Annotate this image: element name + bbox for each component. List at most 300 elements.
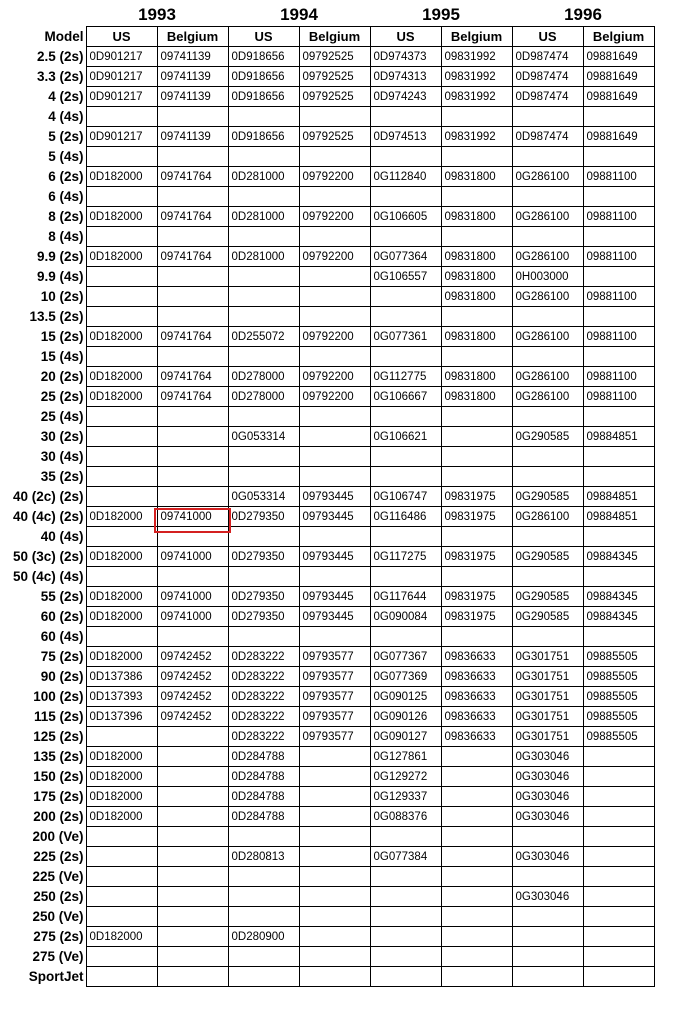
part-number-cell: [157, 407, 228, 427]
part-number-cell: [86, 527, 157, 547]
model-label: 60 (2s): [40, 609, 84, 624]
part-number-cell: [583, 147, 654, 167]
part-number-cell: 0D280900: [228, 927, 299, 947]
part-number-cell: [157, 147, 228, 167]
part-number-cell: 0D281000: [228, 207, 299, 227]
model-label: 30 (2s): [40, 429, 84, 444]
part-number-cell: [228, 287, 299, 307]
part-number-cell: 09885505: [583, 687, 654, 707]
part-number-cell: [86, 967, 157, 987]
part-number-cell: [441, 967, 512, 987]
part-number-cell: 0D137386: [86, 667, 157, 687]
part-number-cell: 0D182000: [86, 167, 157, 187]
part-number-cell: [441, 867, 512, 887]
part-number-cell: 0G301751: [512, 687, 583, 707]
part-number-cell: [299, 407, 370, 427]
part-number-cell: [583, 867, 654, 887]
part-number-cell: 09831800: [441, 267, 512, 287]
part-number-cell: [512, 567, 583, 587]
part-number-cell: 09793577: [299, 707, 370, 727]
part-number-cell: [157, 747, 228, 767]
part-number-cell: [228, 967, 299, 987]
part-number-cell: 0D182000: [86, 787, 157, 807]
part-number-cell: [441, 767, 512, 787]
table-row: [0, 767, 654, 787]
part-number-cell: [441, 807, 512, 827]
table-row: [0, 47, 654, 67]
part-number-cell: [299, 467, 370, 487]
part-number-cell: 09741000: [157, 607, 228, 627]
part-number-cell: [157, 107, 228, 127]
part-number-cell: [86, 487, 157, 507]
part-number-cell: 09831800: [441, 247, 512, 267]
table-row: [0, 927, 654, 947]
part-number-cell: [583, 107, 654, 127]
part-number-cell: 0G286100: [512, 287, 583, 307]
part-number-cell: [583, 527, 654, 547]
part-number-cell: 09881649: [583, 87, 654, 107]
part-number-cell: [583, 187, 654, 207]
part-number-cell: 09884345: [583, 607, 654, 627]
part-number-cell: 09881100: [583, 207, 654, 227]
part-number-cell: [583, 807, 654, 827]
part-number-cell: [512, 147, 583, 167]
part-number-cell: 0G286100: [512, 367, 583, 387]
part-number-cell: [86, 627, 157, 647]
model-label: 275 (2s): [33, 929, 84, 944]
part-number-cell: 09881100: [583, 287, 654, 307]
table-row: [0, 427, 654, 447]
part-number-cell: 0G088376: [370, 807, 441, 827]
part-number-cell: [583, 467, 654, 487]
part-number-cell: 0G106747: [370, 487, 441, 507]
table-row: [0, 807, 654, 827]
part-number-cell: 0G129272: [370, 767, 441, 787]
part-number-cell: 09741764: [157, 327, 228, 347]
table-row: [0, 487, 654, 507]
part-number-cell: [583, 887, 654, 907]
part-number-cell: 09792525: [299, 67, 370, 87]
part-number-cell: 09831800: [441, 367, 512, 387]
table-row: [0, 227, 654, 247]
model-label: 25 (4s): [40, 409, 84, 424]
part-number-cell: [370, 967, 441, 987]
part-number-cell: [86, 307, 157, 327]
model-label: 200 (2s): [33, 809, 84, 824]
part-number-cell: 0G053314: [228, 487, 299, 507]
model-label: 90 (2s): [40, 669, 84, 684]
part-number-cell: 09792525: [299, 127, 370, 147]
model-label: 115 (2s): [33, 709, 84, 724]
table-row: [0, 287, 654, 307]
model-label: 175 (2s): [33, 789, 84, 804]
part-number-cell: 09793445: [299, 607, 370, 627]
part-number-cell: [512, 467, 583, 487]
part-number-cell: 0G290585: [512, 587, 583, 607]
year-heading: 1996: [564, 5, 602, 24]
table-row: [0, 327, 654, 347]
part-number-cell: 09836633: [441, 707, 512, 727]
part-number-cell: 0D974313: [370, 67, 441, 87]
part-number-cell: 0D182000: [86, 507, 157, 527]
part-number-cell: [228, 947, 299, 967]
part-number-cell: [157, 227, 228, 247]
model-label: 6 (4s): [48, 189, 84, 204]
table-row: [0, 847, 654, 867]
part-number-cell: [86, 347, 157, 367]
part-number-cell: [86, 727, 157, 747]
part-number-cell: 0D278000: [228, 367, 299, 387]
part-number-cell: [512, 527, 583, 547]
part-number-cell: [299, 227, 370, 247]
part-number-cell: [441, 887, 512, 907]
part-number-cell: 09884851: [583, 487, 654, 507]
part-number-cell: 09741139: [157, 67, 228, 87]
part-number-cell: [157, 627, 228, 647]
part-number-cell: [441, 927, 512, 947]
part-number-cell: [299, 447, 370, 467]
table-row: [0, 107, 654, 127]
part-number-cell: 0G106557: [370, 267, 441, 287]
part-number-cell: 0G290585: [512, 607, 583, 627]
part-number-cell: 09881100: [583, 387, 654, 407]
part-number-cell: [441, 427, 512, 447]
part-number-cell: 09793577: [299, 727, 370, 747]
part-number-cell: [583, 347, 654, 367]
table-row: [0, 567, 654, 587]
part-number-cell: 09881649: [583, 47, 654, 67]
part-number-cell: [441, 467, 512, 487]
table-row: [0, 467, 654, 487]
table-row: [0, 267, 654, 287]
part-number-cell: [583, 967, 654, 987]
part-number-cell: [86, 447, 157, 467]
part-number-cell: 09831992: [441, 67, 512, 87]
part-number-cell: 09741764: [157, 367, 228, 387]
part-number-cell: 0G127861: [370, 747, 441, 767]
part-number-cell: [299, 567, 370, 587]
part-number-cell: [370, 467, 441, 487]
part-number-cell: [299, 627, 370, 647]
part-number-cell: [228, 267, 299, 287]
part-number-cell: 0G112775: [370, 367, 441, 387]
part-number-cell: 0D987474: [512, 47, 583, 67]
part-number-cell: [86, 847, 157, 867]
table-row: [0, 387, 654, 407]
part-number-cell: 0D284788: [228, 787, 299, 807]
part-number-cell: 09885505: [583, 667, 654, 687]
part-number-cell: [228, 447, 299, 467]
part-number-cell: 09741000: [157, 587, 228, 607]
part-number-cell: 0D182000: [86, 547, 157, 567]
part-number-cell: [157, 947, 228, 967]
table-row: [0, 887, 654, 907]
part-number-cell: 09831800: [441, 207, 512, 227]
part-number-cell: 09793577: [299, 647, 370, 667]
part-number-cell: [157, 727, 228, 747]
part-number-cell: [583, 567, 654, 587]
part-number-cell: 09831992: [441, 47, 512, 67]
part-number-cell: [583, 927, 654, 947]
part-number-cell: 0G077361: [370, 327, 441, 347]
part-number-cell: [370, 287, 441, 307]
part-number-cell: [86, 887, 157, 907]
part-number-cell: 0D283222: [228, 647, 299, 667]
part-number-cell: [512, 107, 583, 127]
part-number-cell: [299, 847, 370, 867]
part-number-cell: 09792200: [299, 247, 370, 267]
year-header-row: [86, 4, 654, 26]
part-number-cell: 09884345: [583, 587, 654, 607]
part-number-cell: [228, 107, 299, 127]
part-number-cell: [512, 967, 583, 987]
part-number-cell: 09831800: [441, 167, 512, 187]
part-number-cell: [157, 487, 228, 507]
part-number-cell: 0D987474: [512, 127, 583, 147]
part-number-cell: [441, 567, 512, 587]
part-number-cell: 09881100: [583, 247, 654, 267]
part-number-cell: 0D284788: [228, 767, 299, 787]
model-label: 225 (Ve): [32, 869, 84, 884]
model-label: 10 (2s): [40, 289, 84, 304]
model-label: 125 (2s): [33, 729, 84, 744]
part-number-cell: 0G286100: [512, 207, 583, 227]
part-number-cell: [370, 827, 441, 847]
part-number-cell: [299, 307, 370, 327]
part-number-cell: 09831975: [441, 607, 512, 627]
part-number-cell: [583, 827, 654, 847]
part-number-cell: 0D283222: [228, 687, 299, 707]
column-header-row: [0, 27, 654, 47]
model-label: 5 (2s): [48, 129, 84, 144]
part-number-cell: 0G077364: [370, 247, 441, 267]
part-number-cell: [583, 447, 654, 467]
part-number-cell: 0G301751: [512, 707, 583, 727]
part-number-cell: [512, 947, 583, 967]
model-label: 30 (4s): [40, 449, 84, 464]
part-number-cell: 0G303046: [512, 747, 583, 767]
part-number-cell: [299, 807, 370, 827]
part-number-cell: 09831800: [441, 327, 512, 347]
part-number-cell: [512, 907, 583, 927]
part-number-cell: 09793445: [299, 587, 370, 607]
model-label: 15 (2s): [40, 329, 84, 344]
part-number-cell: [512, 347, 583, 367]
part-number-cell: [157, 767, 228, 787]
part-number-cell: 0G077369: [370, 667, 441, 687]
part-number-cell: 09885505: [583, 707, 654, 727]
part-number-cell: 09793445: [299, 507, 370, 527]
part-number-cell: 09792200: [299, 207, 370, 227]
part-number-cell: [299, 347, 370, 367]
model-label: 135 (2s): [33, 749, 84, 764]
part-number-cell: [370, 187, 441, 207]
part-number-cell: [583, 227, 654, 247]
model-label: 40 (4s): [40, 529, 84, 544]
model-label: 60 (4s): [40, 629, 84, 644]
part-number-cell: 09881649: [583, 127, 654, 147]
part-number-cell: 09831992: [441, 87, 512, 107]
part-number-cell: [228, 467, 299, 487]
part-number-cell: 09831975: [441, 507, 512, 527]
model-label: 150 (2s): [33, 769, 84, 784]
part-number-cell: [370, 227, 441, 247]
model-label: 9.9 (2s): [36, 249, 84, 264]
part-number-cell: [441, 847, 512, 867]
part-number-cell: 09831800: [441, 387, 512, 407]
table-row: [0, 507, 654, 527]
part-number-cell: [157, 567, 228, 587]
table-row: [0, 167, 654, 187]
part-number-cell: [512, 927, 583, 947]
part-number-cell: 0D255072: [228, 327, 299, 347]
part-number-cell: [441, 347, 512, 367]
part-number-cell: 0D182000: [86, 327, 157, 347]
part-number-cell: [583, 767, 654, 787]
part-number-cell: 0D182000: [86, 807, 157, 827]
part-number-cell: [441, 107, 512, 127]
part-number-cell: [228, 187, 299, 207]
part-number-cell: [228, 527, 299, 547]
part-number-cell: 0D901217: [86, 127, 157, 147]
part-number-cell: [441, 787, 512, 807]
part-number-cell: [299, 267, 370, 287]
part-number-cell: [157, 787, 228, 807]
part-number-cell: 0D278000: [228, 387, 299, 407]
part-number-cell: [370, 947, 441, 967]
part-number-cell: 09884851: [583, 427, 654, 447]
column-heading-belgium: Belgium: [299, 27, 370, 47]
part-number-cell: 09884851: [583, 507, 654, 527]
table-row: [0, 787, 654, 807]
part-number-cell: [441, 747, 512, 767]
part-number-table: [0, 26, 655, 987]
column-heading-belgium: Belgium: [583, 27, 654, 47]
part-number-cell: 09793577: [299, 687, 370, 707]
part-number-cell: [441, 227, 512, 247]
part-number-cell: [86, 107, 157, 127]
part-number-cell: 0G112840: [370, 167, 441, 187]
column-heading-us: US: [86, 27, 157, 47]
model-label: 2.5 (2s): [36, 49, 84, 64]
part-number-cell: 0G117644: [370, 587, 441, 607]
model-label: 275 (Ve): [32, 949, 84, 964]
part-number-cell: [441, 827, 512, 847]
table-body: [0, 47, 654, 987]
part-number-cell: 0G286100: [512, 327, 583, 347]
part-number-cell: [86, 567, 157, 587]
table-row: [0, 947, 654, 967]
part-number-cell: [583, 267, 654, 287]
model-label: 6 (2s): [48, 169, 84, 184]
part-number-cell: [299, 887, 370, 907]
column-heading-us: US: [370, 27, 441, 47]
part-number-cell: [228, 567, 299, 587]
part-number-cell: [157, 307, 228, 327]
column-heading-us: US: [512, 27, 583, 47]
model-label: 55 (2s): [40, 589, 84, 604]
model-label: 13.5 (2s): [29, 309, 84, 324]
part-number-cell: [512, 307, 583, 327]
part-number-cell: 0D284788: [228, 807, 299, 827]
part-number-cell: 0D182000: [86, 767, 157, 787]
part-number-cell: 0G116486: [370, 507, 441, 527]
part-number-cell: [370, 147, 441, 167]
part-number-cell: [228, 307, 299, 327]
table-row: [0, 147, 654, 167]
part-number-cell: 0D279350: [228, 507, 299, 527]
model-label: 50 (4c) (4s): [12, 569, 84, 584]
part-number-cell: 0G303046: [512, 767, 583, 787]
column-heading-us: US: [228, 27, 299, 47]
part-number-cell: [228, 147, 299, 167]
part-number-cell: 09885505: [583, 647, 654, 667]
part-number-cell: 09741764: [157, 247, 228, 267]
part-number-cell: [299, 287, 370, 307]
table-row: [0, 867, 654, 887]
part-number-cell: 09881649: [583, 67, 654, 87]
part-number-cell: 0D918656: [228, 87, 299, 107]
part-number-cell: [583, 847, 654, 867]
part-number-cell: [370, 907, 441, 927]
model-label: 25 (2s): [40, 389, 84, 404]
part-number-cell: [441, 187, 512, 207]
part-number-cell: 09881100: [583, 167, 654, 187]
part-number-cell: [86, 827, 157, 847]
part-number-cell: [228, 887, 299, 907]
model-label: 75 (2s): [40, 649, 84, 664]
part-number-cell: [370, 447, 441, 467]
part-number-cell: 09742452: [157, 647, 228, 667]
part-number-cell: [299, 427, 370, 447]
part-number-cell: 0D182000: [86, 387, 157, 407]
part-number-cell: 09836633: [441, 647, 512, 667]
model-label: 8 (4s): [48, 229, 84, 244]
model-label: SportJet: [28, 969, 84, 984]
table-row: [0, 127, 654, 147]
part-number-cell: 0D279350: [228, 547, 299, 567]
part-number-cell: 09831992: [441, 127, 512, 147]
part-number-cell: [157, 827, 228, 847]
part-number-cell: 0D137393: [86, 687, 157, 707]
table-row: [0, 527, 654, 547]
part-number-cell: 0D182000: [86, 247, 157, 267]
part-number-cell: 0D283222: [228, 667, 299, 687]
part-number-cell: [86, 227, 157, 247]
part-number-cell: 0D918656: [228, 47, 299, 67]
table-row: [0, 647, 654, 667]
part-number-cell: [228, 347, 299, 367]
model-label: 4 (2s): [48, 89, 84, 104]
part-number-cell: [370, 107, 441, 127]
part-number-cell: [583, 907, 654, 927]
part-number-cell: [441, 147, 512, 167]
model-label: 9.9 (4s): [36, 269, 84, 284]
part-number-cell: [157, 447, 228, 467]
part-number-cell: [299, 827, 370, 847]
part-number-cell: 0D182000: [86, 647, 157, 667]
part-number-cell: [370, 567, 441, 587]
part-number-cell: 09885505: [583, 727, 654, 747]
part-number-cell: 0D987474: [512, 67, 583, 87]
part-number-cell: 0G286100: [512, 167, 583, 187]
part-number-cell: 0G286100: [512, 507, 583, 527]
part-number-cell: 0D280813: [228, 847, 299, 867]
part-number-cell: 0G090127: [370, 727, 441, 747]
part-number-cell: [299, 947, 370, 967]
part-number-cell: 09793577: [299, 667, 370, 687]
part-number-cell: [583, 627, 654, 647]
